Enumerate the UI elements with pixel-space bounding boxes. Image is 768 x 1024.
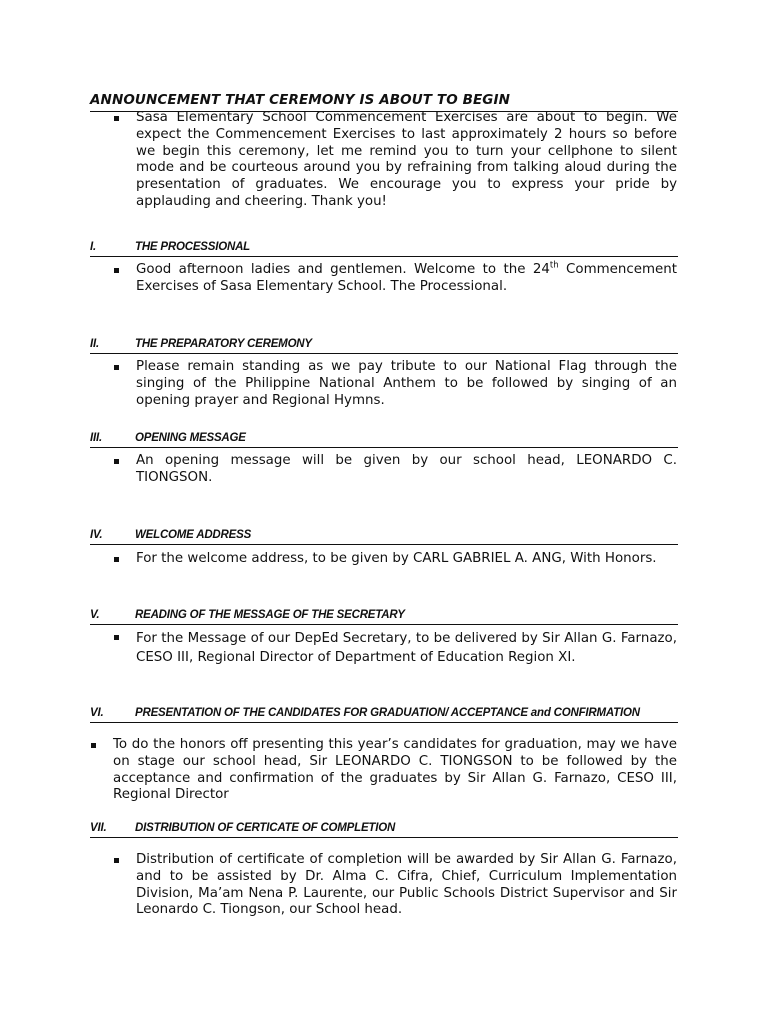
section-heading-opening-message xyxy=(90,432,678,448)
section-text: Distribution of certificate of completion will be awarded by Sir Allan G. Farnazo, and to be assisted by Dr. Alma C. Cifra, Chief, Curriculum Implementation Division, Ma’am Nena P. Laurente, our Public Schools District Supervisor and Sir Leonardo C. Tiongson, our School head. xyxy=(136,852,677,918)
intro-text: Sasa Elementary School Commencement Exercises are about to begin. We expect the Commencement Exercises to last approximately 2 hours so before we begin this ceremony, let me remind you to turn your cellphone to silent mode and be courteous around you by refraining from talking aloud during the presentation of graduates. We encourage you to express your pride by applauding and cheering. Thank you! xyxy=(136,110,677,209)
section-text: For the Message of our DepEd Secretary, to be delivered by Sir Allan G. Farnazo, CESO III, Regional Director of Department of Education Region XI. xyxy=(136,631,677,665)
bullet-square-icon xyxy=(114,635,119,640)
section-heading-welcome-address xyxy=(90,529,678,545)
section-number: IV. xyxy=(90,529,103,541)
section-text: Please remain standing as we pay tribute to our National Flag through the singing of the Philippine National Anthem to be followed by singing of an opening prayer and Regional Hymns. xyxy=(136,359,677,408)
section-number: I. xyxy=(90,241,96,253)
section-title: THE PREPARATORY CEREMONY xyxy=(135,338,312,350)
section-number: VII. xyxy=(90,822,107,834)
section-title: READING OF THE MESSAGE OF THE SECRETARY xyxy=(135,609,405,621)
section-number: III. xyxy=(90,432,102,444)
intro-paragraph xyxy=(136,110,677,211)
section-text: An opening message will be given by our school head, LEONARDO C. TIONGSON. xyxy=(136,453,677,485)
bullet-square-icon xyxy=(114,116,119,121)
section-body-welcome-address xyxy=(136,551,677,568)
section-heading-processional xyxy=(90,241,678,257)
section-body-secretary-message xyxy=(136,629,677,667)
section-title: DISTRIBUTION OF CERTICATE OF COMPLETION xyxy=(135,822,396,834)
section-title: WELCOME ADDRESS xyxy=(135,529,252,541)
bullet-square-icon xyxy=(114,557,119,562)
section-heading-secretary-message xyxy=(90,609,678,625)
section-number: V. xyxy=(90,609,100,621)
bullet-square-icon xyxy=(114,365,119,370)
section-body-processional xyxy=(136,262,677,296)
section-title: OPENING MESSAGE xyxy=(135,432,246,444)
section-body-distribution-of-certificates xyxy=(136,852,677,919)
section-body-presentation-of-candidates xyxy=(113,737,677,804)
bullet-square-icon xyxy=(114,459,119,464)
section-text-continued: Commencement Exercises of Sasa Elementary School. The Processional. xyxy=(136,262,678,294)
section-number: VI. xyxy=(90,707,104,719)
section-text: To do the honors off presenting this year’s candidates for graduation, may we have on stage our school head, Sir LEONARDO C. TIONGSON to be followed by the acceptance and confirmation of the graduates by Sir Allan G. Farnazo, CESO III, Regional Director xyxy=(113,737,677,803)
section-title: PRESENTATION OF THE CANDIDATES FOR GRADUATION/ ACCEPTANCE and CONFIRMATION xyxy=(135,707,640,719)
section-text: For the welcome address, to be given by CARL GABRIEL A. ANG, With Honors. xyxy=(136,551,657,566)
ordinal-suffix: th xyxy=(549,260,559,271)
bullet-square-icon xyxy=(114,268,119,273)
section-text: Good afternoon ladies and gentlemen. Welcome to the 24 xyxy=(136,262,550,277)
section-body-opening-message xyxy=(136,453,677,487)
section-heading-presentation-of-candidates xyxy=(90,707,678,723)
section-number: II. xyxy=(90,338,99,350)
section-title: THE PROCESSIONAL xyxy=(135,241,251,253)
announcement-title: ANNOUNCEMENT THAT CEREMONY IS ABOUT TO BEGIN xyxy=(90,92,511,108)
bullet-square-icon xyxy=(114,858,119,863)
bullet-square-icon xyxy=(91,743,96,748)
section-body-preparatory-ceremony xyxy=(136,359,677,409)
section-heading-distribution-of-certificates xyxy=(90,822,678,838)
section-heading-preparatory-ceremony xyxy=(90,338,678,354)
